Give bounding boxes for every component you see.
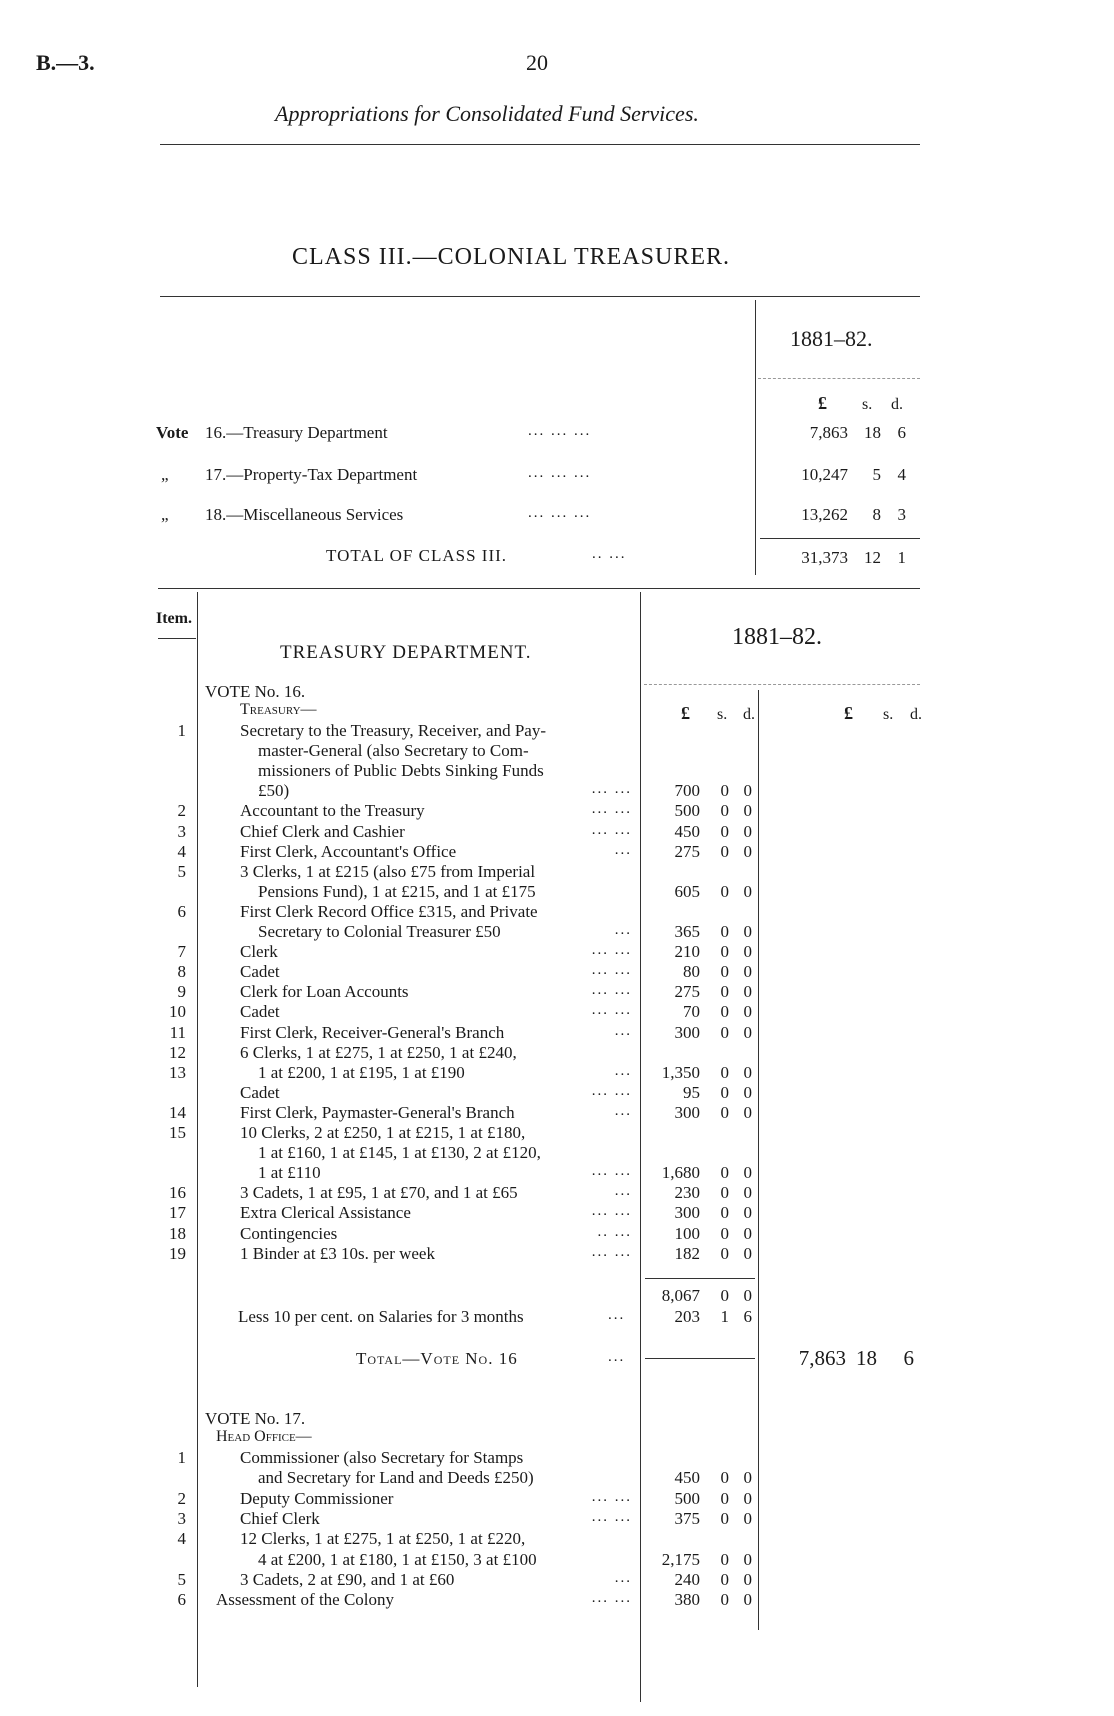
summary-unit-pound: £ [818,393,827,413]
line-shillings: 0 [720,821,729,841]
line-shillings: 0 [720,1569,729,1589]
line-pence: 0 [743,1082,752,1102]
summary-total-label: TOTAL OF CLASS III. [326,546,508,565]
line-amount: 1,680 [661,1163,700,1183]
item-number: 10 [169,1002,186,1022]
line-amount: 300 [674,1203,700,1223]
vote16-subtotal-d: 0 [743,1286,752,1305]
line-amount: 500 [674,1488,700,1508]
line-pence: 0 [743,1062,752,1082]
line-text: 1 Binder at £3 10s. per week [240,1243,435,1263]
line-text: 1 at £110 [258,1163,321,1183]
item-number: 6 [177,901,186,921]
detail-unit-d-2: d. [910,706,922,723]
line-text: Cadet [240,1002,280,1022]
line-text: and Secretary for Land and Deeds £250) [258,1468,534,1488]
line-text: Cadet [240,1082,280,1102]
vote16-subtotal-rule [645,1278,755,1279]
line-shillings: 0 [720,881,729,901]
line-text: Clerk [240,942,278,962]
line-shillings: 0 [720,1002,729,1022]
line-pence: 0 [743,1102,752,1122]
line-amount: 1,350 [661,1062,700,1082]
vote16-total-amount: 7,863 [798,1346,846,1370]
summary-vote-prefix: „ [161,465,169,484]
summary-unit-d: d. [891,396,903,413]
line-shillings: 0 [720,1549,729,1569]
summary-vote-dots: ... ... ... [528,505,592,521]
item-number: 3 [177,821,186,841]
line-text: 10 Clerks, 2 at £250, 1 at £215, 1 at £180, [240,1123,526,1142]
item-number: 9 [177,982,186,1002]
item-number: 5 [177,861,186,881]
line-text: First Clerk, Receiver-General's Branch [240,1022,505,1042]
item-number: 19 [169,1243,186,1263]
vote16-subtotal-s: 0 [720,1286,729,1305]
line-text: 6 Clerks, 1 at £275, 1 at £250, 1 at £240, [240,1042,517,1062]
line-text: £50) [258,781,290,801]
vote16-heading: VOTE No. 16. [205,682,306,701]
summary-vote-prefix: Vote [156,423,189,442]
line-text: 3 Clerks, 1 at £215 (also £75 from Imperial [240,861,536,881]
line-shillings: 0 [720,1102,729,1122]
department-title: TREASURY DEPARTMENT. [280,642,532,663]
line-text: Cadet [240,962,280,982]
leader-dots: ... ... [591,781,632,798]
leader-dots: ... ... [591,1508,632,1525]
summary-top-rule [160,296,920,297]
leader-dots: ... ... [591,1082,632,1099]
line-shillings: 0 [720,1062,729,1082]
summary-total-d: 1 [897,548,906,567]
leader-dots: ... [614,1183,632,1200]
summary-total-dots: .. ... [592,546,627,562]
summary-unit-s: s. [862,396,873,413]
item-number: 16 [169,1183,186,1203]
leader-dots: ... ... [591,982,632,999]
summary-total-rule [760,538,920,539]
line-pence: 0 [743,942,752,962]
line-amount: 80 [683,962,700,982]
running-title: Appropriations for Consolidated Fund Services. [275,101,699,126]
detail-unit-s-1: s. [717,706,728,723]
item-number: 18 [169,1223,186,1243]
summary-vote-d: 6 [897,423,906,442]
line-shillings: 0 [720,1163,729,1183]
summary-vote-s: 18 [864,423,881,442]
line-text: Extra Clerical Assistance [240,1203,411,1223]
summary-total-amount: 31,373 [801,548,848,567]
detail-year: 1881–82. [732,624,822,650]
summary-vote-dots: ... ... ... [528,423,592,439]
item-number: 17 [169,1203,186,1223]
line-text: Secretary to the Treasury, Receiver, and Pay- [240,721,547,740]
detail-unit-s-2: s. [883,706,894,723]
summary-vote-d: 4 [897,465,906,484]
summary-column-rule [755,300,756,575]
line-amount: 275 [674,982,700,1002]
line-amount: 380 [674,1590,700,1610]
line-pence: 0 [743,1243,752,1263]
line-amount: 70 [683,1002,700,1022]
summary-vote-prefix: „ [161,505,169,524]
leader-dots: ... [614,1022,632,1039]
line-pence: 0 [743,1183,752,1203]
line-shillings: 0 [720,942,729,962]
vote17-heading: VOTE No. 17. [205,1409,306,1428]
detail-top-rule [158,588,920,589]
summary-year-rule [758,378,920,379]
leader-dots: ... [614,841,632,858]
line-text: Pensions Fund), 1 at £215, and 1 at £175 [258,881,536,901]
line-text: 1 at £160, 1 at £145, 1 at £130, 2 at £120, [258,1143,541,1163]
vote16-total-dots: ... [608,1349,626,1365]
line-text: First Clerk, Accountant's Office [240,841,457,861]
line-pence: 0 [743,1590,752,1610]
line-pence: 0 [743,962,752,982]
line-shillings: 0 [720,982,729,1002]
leader-dots: ... [614,1102,632,1119]
line-text: Accountant to the Treasury [240,801,425,821]
line-text: 4 at £200, 1 at £180, 1 at £150, 3 at £100 [258,1549,537,1569]
detail-unit-pound-1: £ [681,703,690,723]
summary-vote-amount: 7,863 [809,423,848,442]
line-shillings: 0 [720,781,729,801]
item-number: 4 [177,1529,186,1549]
leader-dots: ... ... [591,1488,632,1505]
line-shillings: 0 [720,841,729,861]
summary-vote-dots: ... ... ... [528,465,592,481]
summary-vote-label: 16.—Treasury Department [205,423,388,442]
item-number: 4 [177,841,186,861]
item-number: 13 [169,1062,186,1082]
line-pence: 0 [743,1488,752,1508]
line-pence: 0 [743,881,752,901]
line-pence: 0 [743,1002,752,1022]
line-shillings: 0 [720,1508,729,1528]
summary-vote-label: 17.—Property-Tax Department [205,465,418,484]
line-pence: 0 [743,982,752,1002]
line-shillings: 0 [720,1082,729,1102]
line-text: 1 at £200, 1 at £195, 1 at £190 [258,1062,465,1082]
summary-total-s: 12 [864,548,881,567]
item-number: 14 [169,1102,186,1122]
line-pence: 0 [743,841,752,861]
line-shillings: 0 [720,1243,729,1263]
item-number: 11 [169,1022,186,1042]
item-number: 5 [177,1569,186,1589]
subamount-column-rule [758,690,759,1630]
vote16-subtotal-amount: 8,067 [661,1286,700,1305]
item-number: 6 [177,1590,186,1610]
detail-unit-d-1: d. [743,706,755,723]
summary-vote-label: 18.—Miscellaneous Services [205,505,404,524]
item-number: 2 [177,1488,186,1508]
page-number: 20 [526,50,548,75]
line-text: Deputy Commissioner [240,1488,394,1508]
summary-vote-d: 3 [897,505,906,524]
line-amount: 365 [674,922,700,941]
line-text: Assessment of the Colony [216,1590,395,1610]
leader-dots: ... [614,922,632,938]
line-shillings: 0 [720,922,729,941]
item-column-rule [197,592,198,1687]
leader-dots: ... ... [591,1203,632,1220]
line-text: missioners of Public Debts Sinking Funds [258,761,544,781]
line-pence: 0 [743,781,752,801]
line-text: 3 Cadets, 1 at £95, 1 at £70, and 1 at £65 [240,1183,518,1203]
line-amount: 2,175 [661,1549,700,1569]
leader-dots: ... ... [591,942,632,959]
line-pence: 0 [743,1508,752,1528]
line-shillings: 0 [720,1488,729,1508]
line-text: 3 Cadets, 2 at £90, and 1 at £60 [240,1569,455,1589]
vote16-total-label: Total—Vote No. 16 [356,1349,518,1368]
line-text: Chief Clerk [240,1508,320,1528]
line-shillings: 0 [720,1590,729,1610]
line-amount: 375 [674,1508,700,1528]
summary-vote-s: 5 [872,465,881,484]
line-pence: 0 [743,1569,752,1589]
line-text: 12 Clerks, 1 at £275, 1 at £250, 1 at £220, [240,1529,526,1549]
line-text: First Clerk, Paymaster-General's Branch [240,1102,515,1122]
line-shillings: 0 [720,1468,729,1488]
vote16-less-s: 1 [720,1307,729,1326]
line-amount: 300 [674,1102,700,1122]
line-pence: 0 [743,1468,752,1488]
leader-dots: ... ... [591,1163,632,1180]
leader-dots: ... ... [591,1243,632,1260]
vote17-subheading: Head Office— [216,1428,312,1445]
line-amount: 605 [674,881,700,901]
line-pence: 0 [743,1549,752,1569]
line-shillings: 0 [720,1183,729,1203]
series-code: B.—3. [36,50,95,75]
summary-vote-amount: 10,247 [801,465,848,484]
summary-vote-amount: 13,262 [801,505,848,524]
line-amount: 275 [674,841,700,861]
line-pence: 0 [743,801,752,821]
detail-unit-pound-2: £ [844,703,853,723]
detail-year-rule [644,684,920,685]
line-pence: 0 [743,922,752,941]
vote16-total-s: 18 [856,1346,877,1370]
item-number: 15 [169,1123,186,1142]
class-title: CLASS III.—COLONIAL TREASURER. [292,244,731,270]
leader-dots: ... [614,1569,632,1586]
leader-dots: ... ... [591,962,632,979]
item-number: 7 [177,942,186,962]
item-number: 3 [177,1508,186,1528]
item-column-header: Item. [156,610,192,627]
leader-dots: ... [614,1062,632,1079]
line-pence: 0 [743,1223,752,1243]
line-text: Commissioner (also Secretary for Stamps [240,1448,524,1467]
line-amount: 210 [674,942,700,962]
line-text: Clerk for Loan Accounts [240,982,409,1002]
leader-dots: ... ... [591,801,632,818]
item-number: 2 [177,801,186,821]
line-pence: 0 [743,1163,752,1183]
item-number: 1 [177,1448,186,1467]
line-amount: 230 [674,1183,700,1203]
vote16-total-rule [645,1358,755,1359]
line-text: master-General (also Secretary to Com- [258,741,529,761]
summary-vote-s: 8 [872,505,881,524]
line-amount: 240 [674,1569,700,1589]
summary-year: 1881–82. [790,326,873,351]
line-text: Secretary to Colonial Treasurer £50 [258,922,501,941]
line-pence: 0 [743,1022,752,1042]
line-shillings: 0 [720,1223,729,1243]
line-amount: 95 [683,1082,700,1102]
line-text: Chief Clerk and Cashier [240,821,405,841]
leader-dots: .. ... [597,1223,632,1240]
vote16-less-d: 6 [743,1307,752,1326]
line-pence: 0 [743,1203,752,1223]
vote16-less-amount: 203 [674,1307,700,1326]
line-amount: 100 [674,1223,700,1243]
line-amount: 450 [674,821,700,841]
item-number: 12 [169,1042,186,1062]
line-amount: 182 [674,1243,700,1263]
leader-dots: ... ... [591,1002,632,1019]
line-amount: 450 [674,1468,700,1488]
line-shillings: 0 [720,1022,729,1042]
vote16-less-dots: ... [608,1307,626,1323]
line-pence: 0 [743,821,752,841]
line-text: First Clerk Record Office £315, and Private [240,901,538,921]
item-number: 1 [177,721,186,740]
line-shillings: 0 [720,801,729,821]
leader-dots: ... ... [591,821,632,838]
header-rule [160,144,920,145]
vote16-less-label: Less 10 per cent. on Salaries for 3 months [238,1307,524,1326]
line-shillings: 0 [720,1203,729,1223]
amount-column-rule [640,592,641,1702]
vote16-subheading: Treasury— [240,701,317,718]
line-amount: 700 [674,781,700,801]
line-text: Contingencies [240,1223,338,1243]
vote16-total-d: 6 [903,1346,914,1370]
line-amount: 300 [674,1022,700,1042]
leader-dots: ... ... [591,1590,632,1607]
item-number: 8 [177,962,186,982]
line-shillings: 0 [720,962,729,982]
line-amount: 500 [674,801,700,821]
item-header-rule [158,638,196,639]
